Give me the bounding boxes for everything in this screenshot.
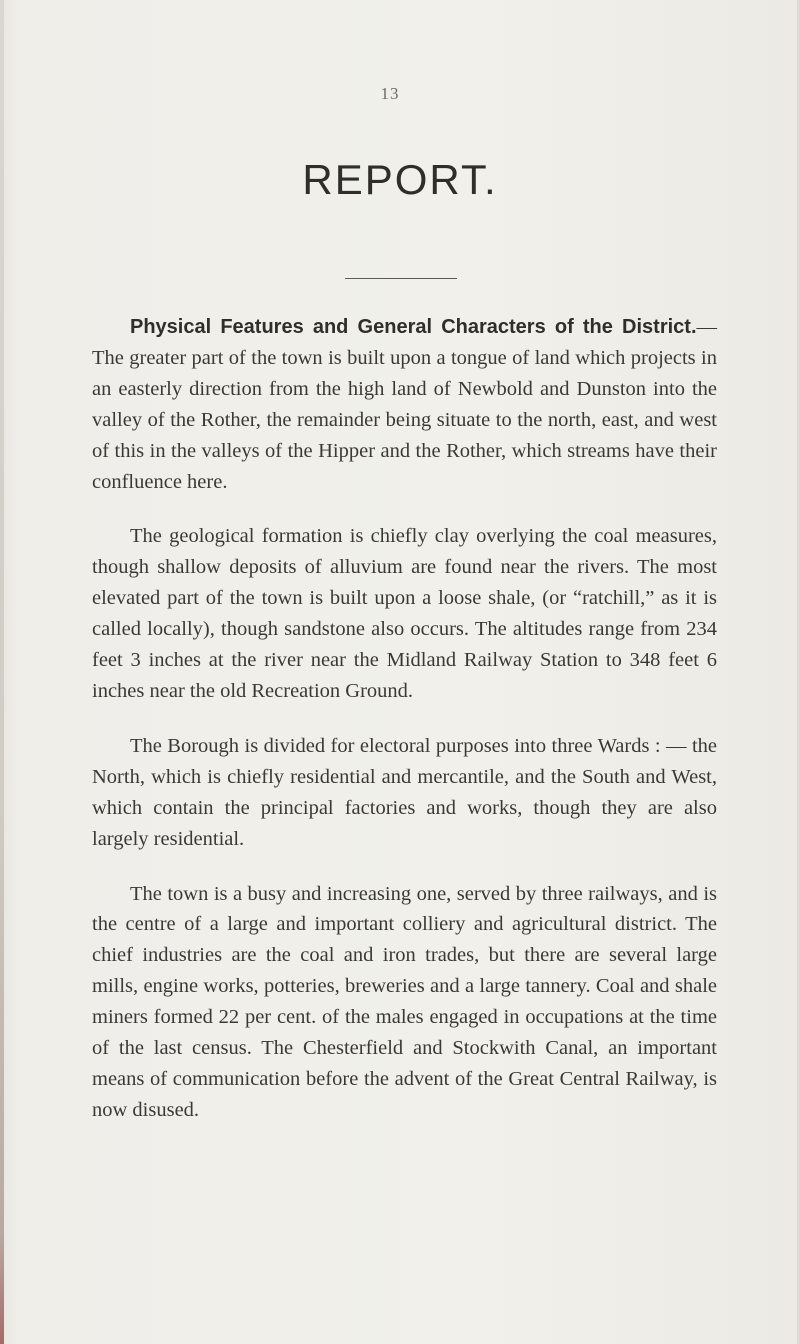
paragraph-industries: The town is a busy and increasing one, served by three railways, and is the centre of a large and important colliery and agricultural district. The chief industries are the coal and iron trades, but there are several large mills, engine works, potteries, breweries and a large tannery. Coal and shale miners formed 22 per cent. of the males engaged in occupations at the time of the last census. The Chesterfield and Stockwith Canal, an important means of communication before the advent of the Great Central Railway, is now disused.: [92, 882, 717, 1121]
report-body: [92, 312, 717, 1126]
paragraph-text: —The greater part of the town is built upon a tongue of land which projects in an easterly direction from the high land of Newbold and Dunston into the valley of the Rother, the remainder being situate to the north, east, and west of this in the valleys of the Hipper and the Rother, which streams have their confluence here.: [92, 316, 717, 493]
page-number: 13: [380, 84, 400, 103]
title-divider: [345, 278, 457, 279]
section-heading: Physical Features and General Characters of the District.: [130, 316, 697, 338]
paragraph-geology: The geological formation is chiefly clay overlying the coal measures, though shallow deposits of alluvium are found near the rivers. The most elevated part of the town is built upon a loose shale, (or “ratchill,” as it is called locally), though sandstone also occurs. The altitudes range from 234 feet 3 inches at the river near the Midland Railway Station to 348 feet 6 inches near the old Recreation Ground.: [92, 525, 717, 702]
paragraph-physical-features: [92, 312, 717, 497]
paragraph-wards: The Borough is divided for electoral purposes into three Wards : — the North, which is chiefly residential and mercantile, and the South and West, which contain the principal factories and works, though they are also largely residential.: [92, 734, 717, 850]
report-title: REPORT.: [302, 156, 498, 203]
